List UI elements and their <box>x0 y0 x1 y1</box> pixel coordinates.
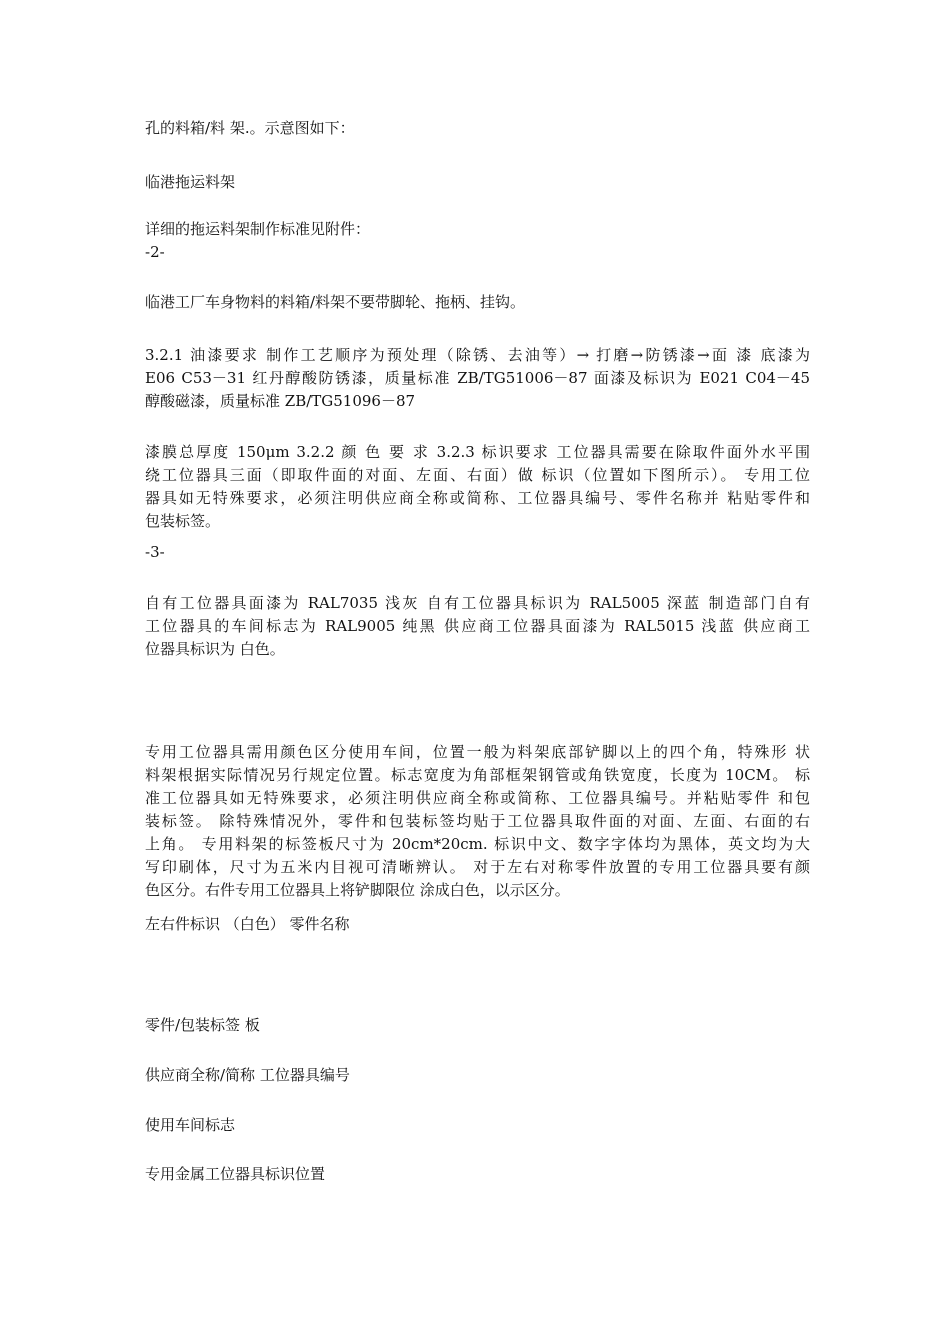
text-line: 孔的料箱/料 架.。示意图如下： <box>145 119 355 137</box>
paragraph-line: 料架根据实际情况另行规定位置。标志宽度为角部框架钢管或角铁宽度，长度为 10CM。 标 <box>145 766 810 784</box>
diagram-label: 左右件标识 （白色） 零件名称 <box>145 915 350 933</box>
paragraph-line: 写印刷体，尺寸为五米内目视可清晰辨认。 对于左右对称零件放置的专用工位器具要有颜 <box>145 858 810 876</box>
paint-requirements-paragraph <box>145 344 810 413</box>
diagram-caption: 专用金属工位器具标识位置 <box>145 1165 326 1183</box>
text-line: 详细的拖运料架制作标准见附件： <box>145 220 371 238</box>
paragraph-line: 专用工位器具需用颜色区分使用车间，位置一般为料架底部铲脚以上的四个角，特殊形 状 <box>145 743 810 761</box>
paragraph-line: 醇酸磁漆，质量标准 ZB/TG51096－87 <box>145 392 416 410</box>
color-specification-paragraph <box>145 592 810 661</box>
paragraph-line: 包装标签。 <box>145 512 221 530</box>
paragraph-line: 装标签。 除特殊情况外，零件和包装标签均贴于工位器具取件面的对面、左面、右面的右 <box>145 812 810 830</box>
diagram-label: 使用车间标志 <box>145 1116 236 1134</box>
paragraph-line: 准工位器具如无特殊要求，必须注明供应商全称或简称、工位器具编号。并粘贴零件 和包 <box>145 789 810 807</box>
paragraph-line: 漆膜总厚度 150μm 3.2.2 颜 色 要 求 3.2.3 标识要求 工位器具需要在除取件面外水平围 <box>145 443 810 461</box>
paragraph-line: 工位器具的车间标志为 RAL9005 纯黑 供应商工位器具面漆为 RAL5015 浅蓝 供应商工 <box>145 617 810 635</box>
special-fixture-paragraph <box>145 741 810 902</box>
page-number: -2- <box>145 243 165 261</box>
paragraph-line: 器具如无特殊要求，必须注明供应商全称或简称、工位器具编号、零件名称并 粘贴零件和 <box>145 489 810 507</box>
marking-requirements-paragraph <box>145 441 810 533</box>
page-number: -3- <box>145 543 165 561</box>
diagram-label: 零件/包装标签 板 <box>145 1016 260 1034</box>
paragraph-line: 位器具标识为 白色。 <box>145 640 285 658</box>
diagram-label: 供应商全称/简称 工位器具编号 <box>145 1066 350 1084</box>
paragraph-line: E06 C53－31 红丹醇酸防锈漆，质量标准 ZB/TG51006－87 面漆及标识为 E021 C04－45 <box>145 369 810 387</box>
paragraph-line: 绕工位器具三面（即取件面的对面、左面、右面）做 标识（位置如下图所示）。 专用工位 <box>145 466 810 484</box>
paragraph-line: 上角。 专用料架的标签板尺寸为 20cm*20cm. 标识中文、数字字体均为黑体，英文均为大 <box>145 835 810 853</box>
paragraph-line: 自有工位器具面漆为 RAL7035 浅灰 自有工位器具标识为 RAL5005 深蓝 制造部门自有 <box>145 594 810 612</box>
text-line: 临港工厂车身物料的料箱/料架不要带脚轮、拖柄、挂钩。 <box>145 293 526 311</box>
paragraph-line: 3.2.1 油漆要求 制作工艺顺序为预处理（除锈、去油等）→ 打磨→防锈漆→面 漆 底漆为 <box>145 346 810 364</box>
caption-towing-rack: 临港拖运料架 <box>145 173 236 191</box>
paragraph-line: 色区分。右件专用工位器具上将铲脚限位 涂成白色，以示区分。 <box>145 881 570 899</box>
